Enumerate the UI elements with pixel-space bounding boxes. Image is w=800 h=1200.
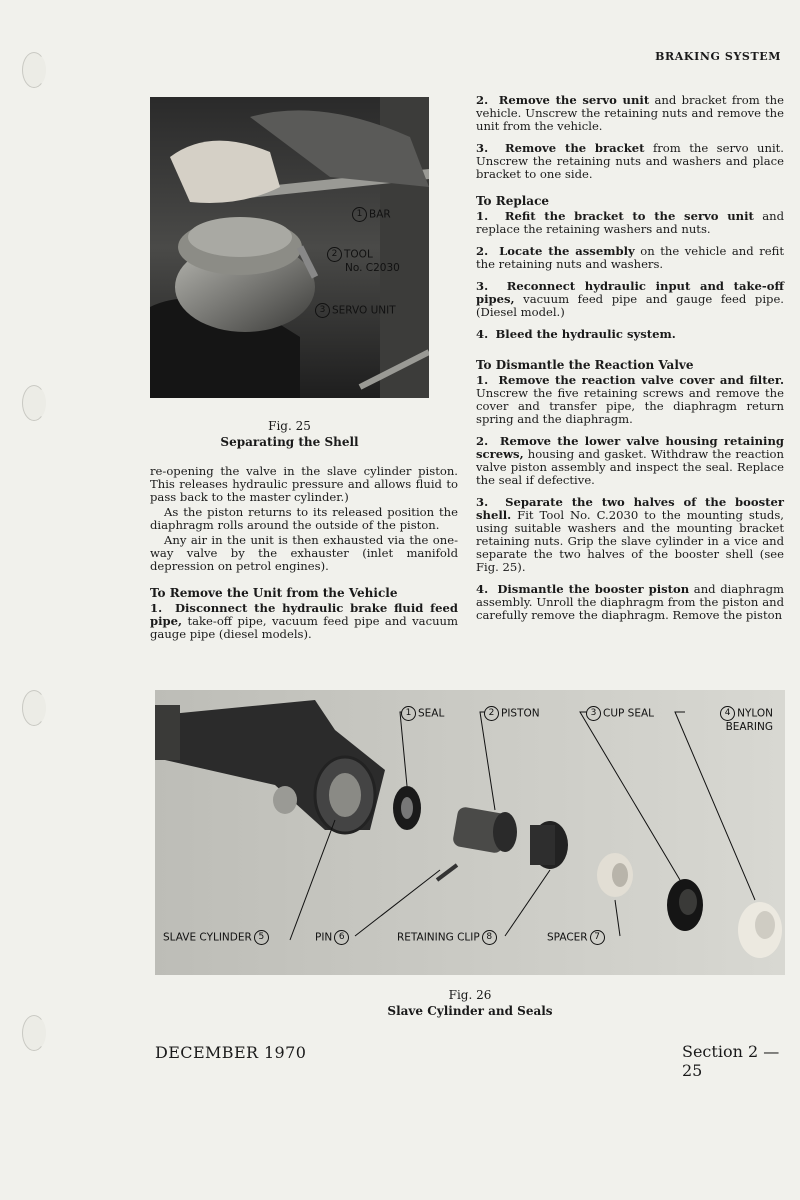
fig25-callout-bar: 1 BAR [350,207,391,222]
fig25-number: Fig. 25 [268,419,311,433]
binder-hole [22,385,46,421]
step-1-replace: 1. Refit the bracket to the servo unit and replace the retaining washers and nuts. [476,209,785,236]
step-1-remove: 1. Disconnect the hydraulic brake fluid feed pipe, take-off pipe, vacuum feed pipe and vacuum gauge pipe (diesel models). [150,601,458,641]
binder-hole [22,1015,46,1051]
step-2-replace: 2. Locate the assembly on the vehicle and refit the retaining nuts and washers. [476,244,784,271]
fig25-callout-servo-unit: 3 SERVO UNIT [313,303,396,318]
step-2-dismantle: 2. Remove the lower valve housing retaining screws, housing and gasket. Withdraw the reaction valve piston assembly and inspect the seal. Replace the seal if defective. [476,434,784,487]
binder-hole [22,690,46,726]
right-column [476,94,784,622]
section-heading-remove: To Remove the Unit from the Vehicle [150,586,398,600]
step-3-dismantle: 3. Separate the two halves of the booster shell. Fit Tool No. C.2030 to the mounting studs, using suitable washers and the mounting bracket retaining nuts. Grip the slave cylinder in a vice and separate the two halves of the booster shell (see Fig. 25). [476,495,784,574]
fig26-callout-pin: PIN 6 [315,930,351,945]
fig26-number: Fig. 26 [448,988,492,1002]
step-4-dismantle: 4. Dismantle the booster piston and diaphragm assembly. Unroll the diaphragm from the piston and carefully remove the diaphragm. Remove the piston [476,582,784,622]
step-1-dismantle: 1. Remove the reaction valve cover and filter. Unscrew the five retaining screws and remove the cover and transfer pipe, the diaphragm return spring and the diaphragm. [476,373,784,426]
step-3-remove: 3. Remove the bracket from the servo unit. Unscrew the retaining nuts and washers and place bracket to one side. [476,141,784,181]
paragraph: Any air in the unit is then exhausted via the one-way valve by the exhauster (inlet manifold depression on petrol engines). [150,533,458,573]
paragraph: As the piston returns to its released position the diaphragm rolls around the outside of the piston. [150,505,458,532]
section-heading-dismantle: To Dismantle the Reaction Valve [476,358,694,372]
step-4-replace: 4. Bleed the hydraulic system. [476,327,676,341]
footer-section: Section 2 — 25 [682,1042,780,1080]
fig25-callout-tool: 2 TOOL No. C2030 [325,247,400,274]
fig26-callout-retaining-clip: RETAINING CLIP 8 [397,930,499,945]
step-3-replace: 3. Reconnect hydraulic input and take-off pipes, vacuum feed pipe and gauge feed pipe. (Diesel model.) [476,279,784,319]
paragraph: re-opening the valve in the slave cylinder piston. This releases hydraulic pressure and allows fluid to pass back to the master cylinder.) [150,464,458,504]
left-column [150,465,458,641]
fig26-caption [310,987,630,1019]
binder-hole [22,52,46,88]
fig25-title: Separating the Shell [220,435,359,449]
fig26-callout-piston: 2 PISTON [482,706,540,721]
fig26-callout-slave-cylinder: SLAVE CYLINDER 5 [163,930,271,945]
fig26-callout-cup-seal: 3 CUP SEAL [584,706,654,721]
fig26-title: Slave Cylinder and Seals [387,1004,553,1018]
fig25-caption [150,418,429,450]
fig26-photo [155,690,785,975]
fig26-callout-spacer: SPACER 7 [547,930,607,945]
fig25-photo [150,97,429,398]
section-heading-replace: To Replace [476,194,550,208]
step-2-remove: 2. Remove the servo unit and bracket from the vehicle. Unscrew the retaining nuts and remove the unit from the vehicle. [476,93,784,133]
fig26-callout-nylon-bearing: 4 NYLON BEARING [687,706,773,733]
fig26-callout-seal: 1 SEAL [399,706,444,721]
page-header: BRAKING SYSTEM [655,50,781,63]
footer-date: DECEMBER 1970 [155,1043,307,1062]
